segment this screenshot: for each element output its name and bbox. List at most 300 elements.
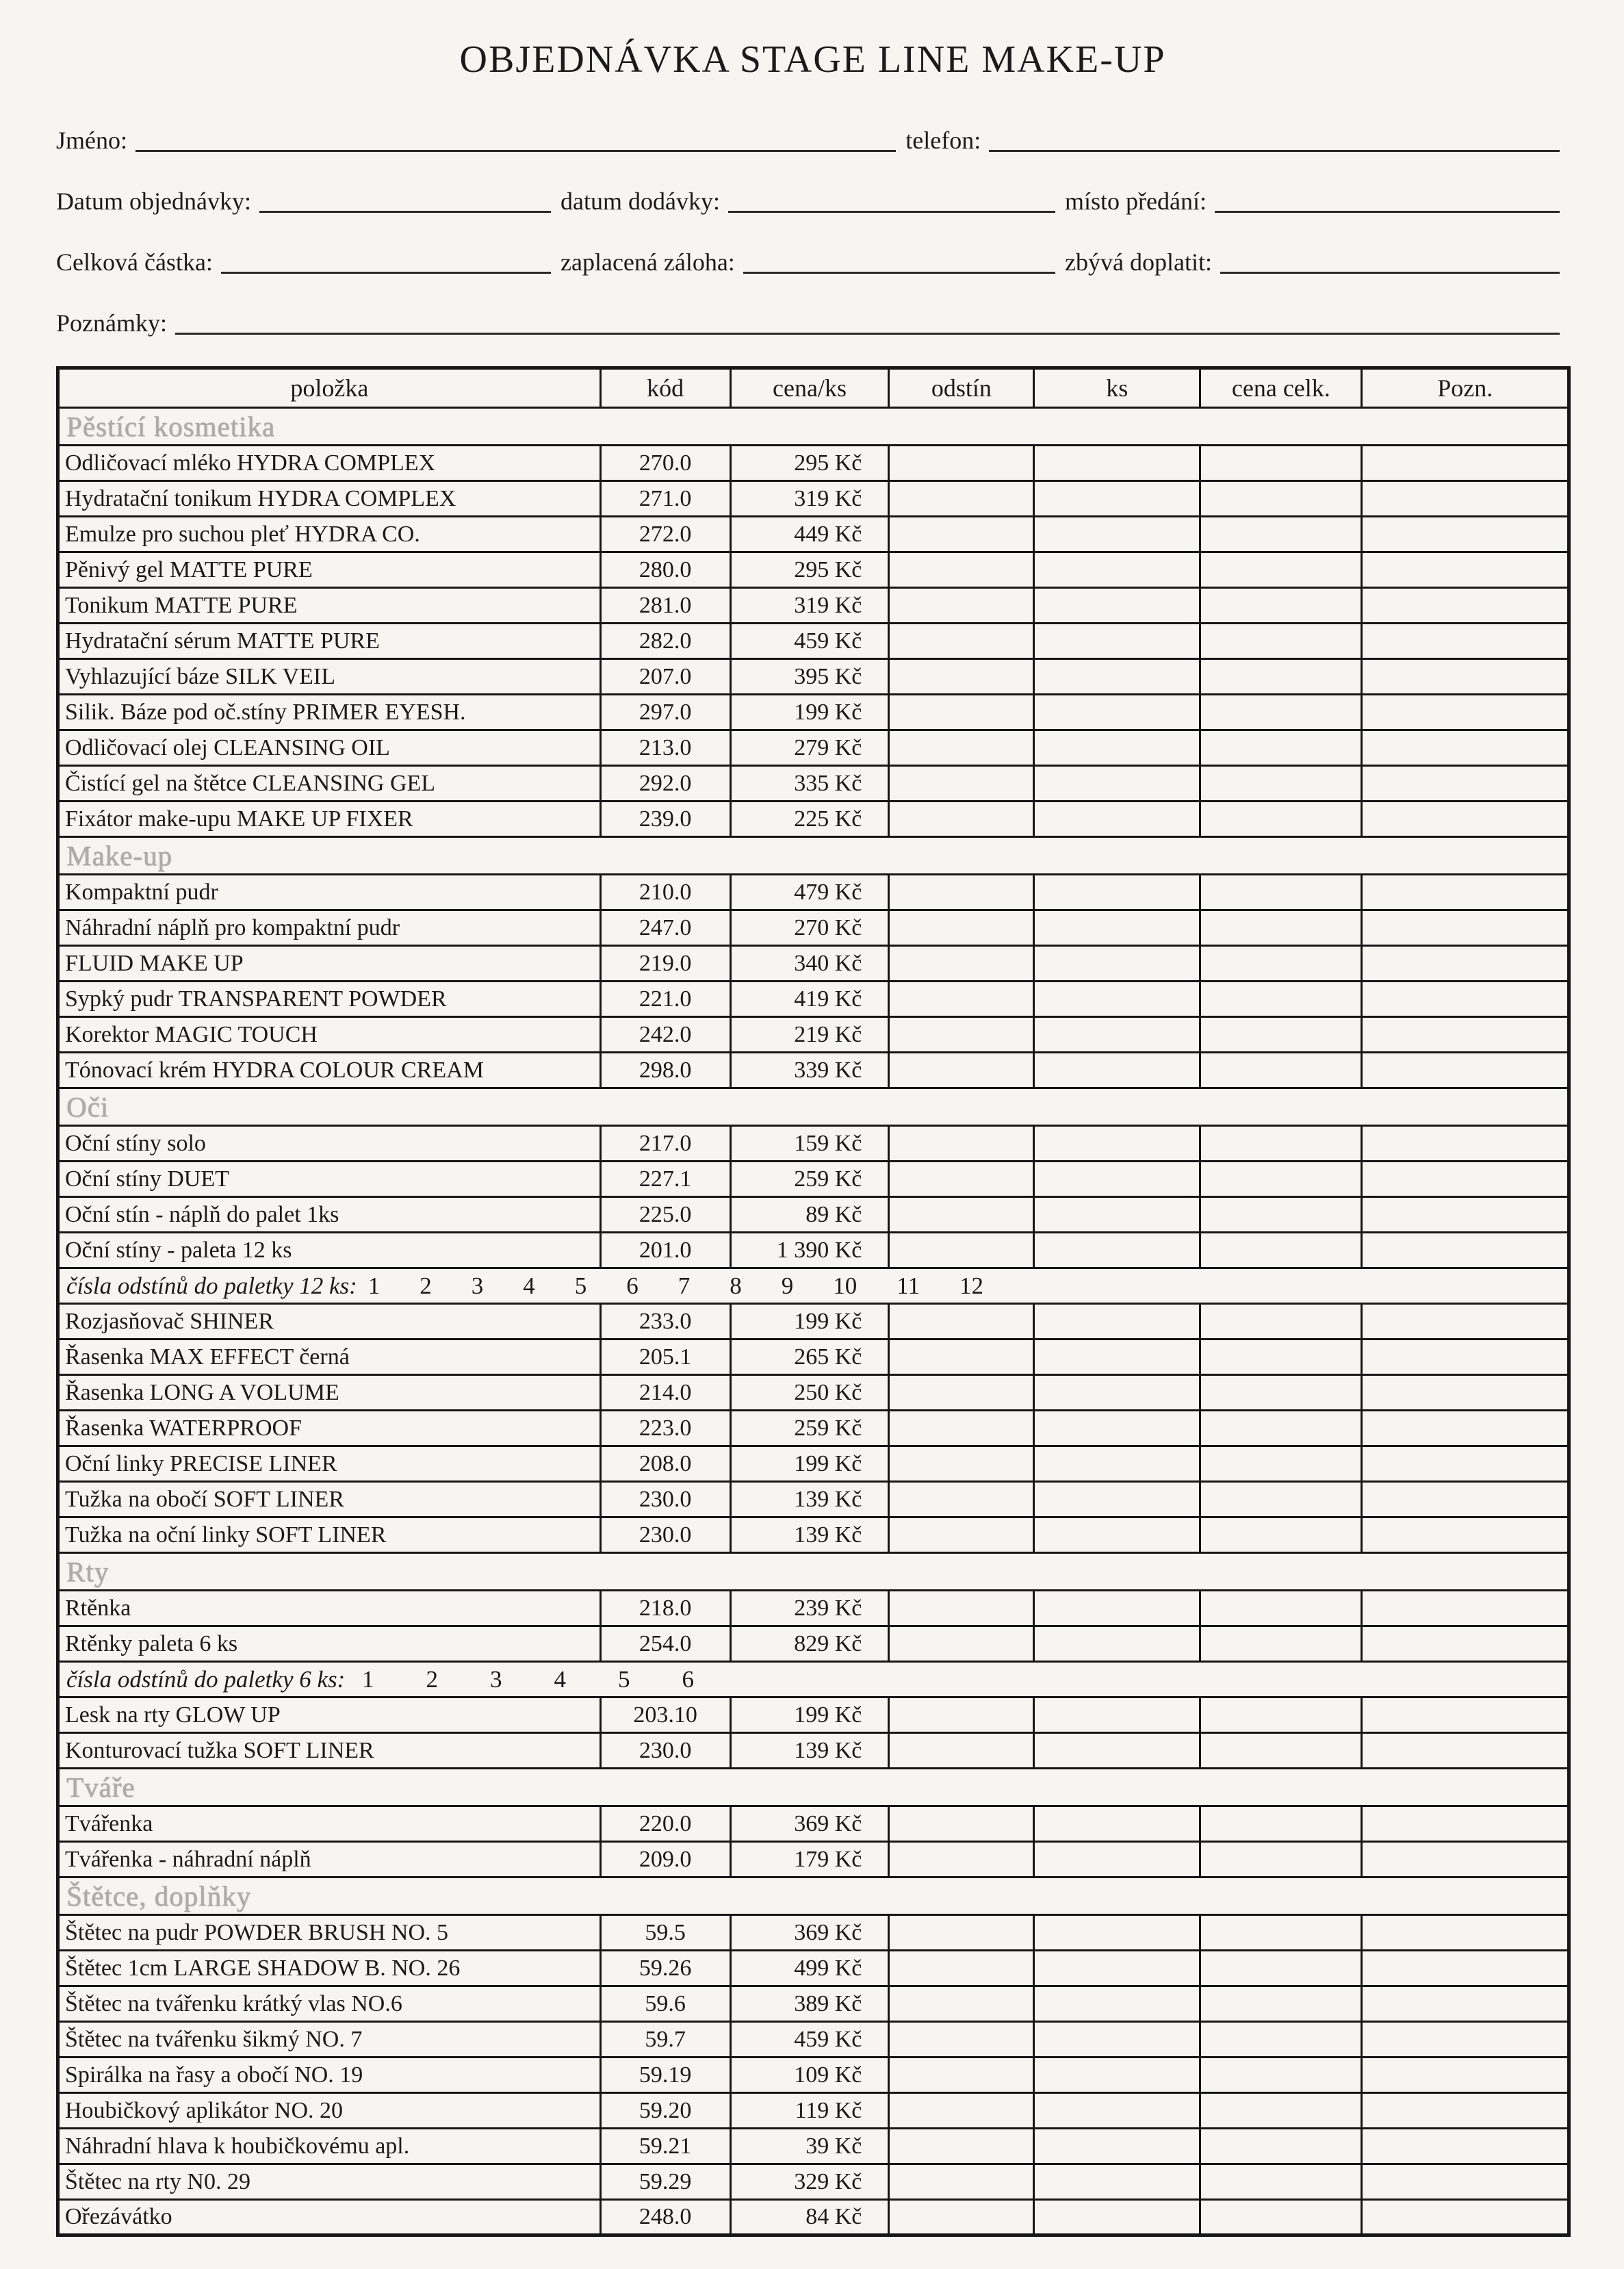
cell-kod: 217.0 bbox=[600, 1126, 730, 1162]
cell-odstin bbox=[889, 730, 1034, 766]
cell-cena-celk bbox=[1200, 1986, 1362, 2022]
cell-item: Tvářenka - náhradní náplň bbox=[58, 1842, 601, 1877]
cell-cena: 199 Kč bbox=[730, 1304, 889, 1339]
cell-cena: 199 Kč bbox=[730, 1446, 889, 1482]
cell-pozn bbox=[1362, 446, 1569, 481]
cell-ks bbox=[1034, 481, 1200, 517]
cell-pozn bbox=[1362, 1162, 1569, 1197]
cell-cena-celk bbox=[1200, 1951, 1362, 1986]
cell-item: Oční stíny solo bbox=[58, 1126, 601, 1162]
cell-ks bbox=[1034, 2022, 1200, 2058]
field-celkova-castka bbox=[56, 244, 560, 277]
section-title: Oči bbox=[58, 1088, 1569, 1126]
cell-pozn bbox=[1362, 1697, 1569, 1733]
column-header: kód bbox=[600, 368, 730, 408]
cell-kod: 208.0 bbox=[600, 1446, 730, 1482]
cell-cena-celk bbox=[1200, 1304, 1362, 1339]
cell-odstin bbox=[889, 1986, 1034, 2022]
cell-kod: 59.26 bbox=[600, 1951, 730, 1986]
table-row bbox=[58, 802, 1569, 837]
cell-cena: 270 Kč bbox=[730, 910, 889, 946]
cell-cena-celk bbox=[1200, 1842, 1362, 1877]
cell-cena-celk bbox=[1200, 1126, 1362, 1162]
cell-ks bbox=[1034, 1304, 1200, 1339]
cell-kod: 219.0 bbox=[600, 946, 730, 982]
table-row bbox=[58, 517, 1569, 552]
cell-odstin bbox=[889, 1197, 1034, 1233]
section-title: Rty bbox=[58, 1553, 1569, 1591]
table-row bbox=[58, 730, 1569, 766]
cell-item: Oční stíny DUET bbox=[58, 1162, 601, 1197]
cell-item: Tužka na obočí SOFT LINER bbox=[58, 1482, 601, 1517]
cell-odstin bbox=[889, 1697, 1034, 1733]
shade-numbers-label: čísla odstínů do paletky 12 ks: bbox=[66, 1272, 357, 1299]
section-title: Pěstící kosmetika bbox=[58, 408, 1569, 446]
shade-numbers-row bbox=[58, 1268, 1569, 1304]
cell-cena-celk bbox=[1200, 982, 1362, 1017]
cell-odstin bbox=[889, 1806, 1034, 1842]
cell-cena-celk bbox=[1200, 2093, 1362, 2129]
cell-item: Hydratační sérum MATTE PURE bbox=[58, 624, 601, 659]
table-row bbox=[58, 1842, 1569, 1877]
cell-cena-celk bbox=[1200, 552, 1362, 588]
cell-ks bbox=[1034, 1411, 1200, 1446]
cell-cena: 339 Kč bbox=[730, 1053, 889, 1088]
cell-item: Oční linky PRECISE LINER bbox=[58, 1446, 601, 1482]
cell-pozn bbox=[1362, 1411, 1569, 1446]
cell-odstin bbox=[889, 2200, 1034, 2235]
table-row bbox=[58, 2129, 1569, 2164]
cell-cena-celk bbox=[1200, 1339, 1362, 1375]
cell-cena-celk bbox=[1200, 2164, 1362, 2200]
cell-ks bbox=[1034, 1375, 1200, 1411]
cell-cena-celk bbox=[1200, 1053, 1362, 1088]
table-row bbox=[58, 1626, 1569, 1662]
cell-kod: 270.0 bbox=[600, 446, 730, 481]
shade-number: 5 bbox=[574, 1272, 587, 1299]
cell-odstin bbox=[889, 624, 1034, 659]
cell-odstin bbox=[889, 1375, 1034, 1411]
cell-cena: 39 Kč bbox=[730, 2129, 889, 2164]
cell-ks bbox=[1034, 552, 1200, 588]
cell-item: Oční stín - náplň do palet 1ks bbox=[58, 1197, 601, 1233]
field-label-telefon: telefon: bbox=[905, 127, 981, 154]
cell-odstin bbox=[889, 1304, 1034, 1339]
cell-ks bbox=[1034, 1446, 1200, 1482]
cell-item: Rtěnka bbox=[58, 1591, 601, 1626]
cell-ks bbox=[1034, 695, 1200, 730]
cell-cena: 459 Kč bbox=[730, 624, 889, 659]
cell-odstin bbox=[889, 1626, 1034, 1662]
cell-ks bbox=[1034, 588, 1200, 624]
field-line-jmeno bbox=[136, 123, 896, 152]
cell-ks bbox=[1034, 1017, 1200, 1053]
cell-cena: 250 Kč bbox=[730, 1375, 889, 1411]
cell-kod: 218.0 bbox=[600, 1591, 730, 1626]
field-jmeno bbox=[56, 123, 905, 155]
cell-odstin bbox=[889, 446, 1034, 481]
section-row bbox=[58, 837, 1569, 875]
cell-cena: 259 Kč bbox=[730, 1162, 889, 1197]
cell-pozn bbox=[1362, 1733, 1569, 1769]
cell-item: Čistící gel na štětce CLEANSING GEL bbox=[58, 766, 601, 802]
cell-pozn bbox=[1362, 659, 1569, 695]
cell-cena: 225 Kč bbox=[730, 802, 889, 837]
cell-cena-celk bbox=[1200, 2022, 1362, 2058]
field-misto-predani bbox=[1065, 183, 1569, 216]
cell-pozn bbox=[1362, 1517, 1569, 1553]
cell-kod: 220.0 bbox=[600, 1806, 730, 1842]
cell-pozn bbox=[1362, 982, 1569, 1017]
cell-cena-celk bbox=[1200, 1591, 1362, 1626]
cell-ks bbox=[1034, 802, 1200, 837]
cell-kod: 59.21 bbox=[600, 2129, 730, 2164]
cell-cena-celk bbox=[1200, 2129, 1362, 2164]
cell-cena: 239 Kč bbox=[730, 1591, 889, 1626]
cell-cena: 449 Kč bbox=[730, 517, 889, 552]
cell-cena-celk bbox=[1200, 1162, 1362, 1197]
cell-kod: 272.0 bbox=[600, 517, 730, 552]
cell-odstin bbox=[889, 910, 1034, 946]
cell-pozn bbox=[1362, 1053, 1569, 1088]
cell-odstin bbox=[889, 875, 1034, 910]
cell-odstin bbox=[889, 1162, 1034, 1197]
cell-kod: 227.1 bbox=[600, 1162, 730, 1197]
cell-odstin bbox=[889, 2164, 1034, 2200]
table-row bbox=[58, 946, 1569, 982]
cell-odstin bbox=[889, 552, 1034, 588]
section-title: Tváře bbox=[58, 1769, 1569, 1806]
cell-ks bbox=[1034, 1482, 1200, 1517]
cell-cena-celk bbox=[1200, 1446, 1362, 1482]
cell-cena: 84 Kč bbox=[730, 2200, 889, 2235]
cell-odstin bbox=[889, 1951, 1034, 1986]
cell-item: Silik. Báze pod oč.stíny PRIMER EYESH. bbox=[58, 695, 601, 730]
cell-pozn bbox=[1362, 695, 1569, 730]
cell-kod: 59.19 bbox=[600, 2058, 730, 2093]
cell-cena-celk bbox=[1200, 695, 1362, 730]
field-line-misto-predani bbox=[1215, 183, 1560, 213]
cell-pozn bbox=[1362, 588, 1569, 624]
cell-ks bbox=[1034, 1053, 1200, 1088]
cell-ks bbox=[1034, 624, 1200, 659]
shade-number: 1 bbox=[368, 1272, 381, 1299]
cell-cena-celk bbox=[1200, 1197, 1362, 1233]
cell-ks bbox=[1034, 2200, 1200, 2235]
cell-kod: 201.0 bbox=[600, 1233, 730, 1268]
cell-item: Štětec 1cm LARGE SHADOW B. NO. 26 bbox=[58, 1951, 601, 1986]
column-header: cena/ks bbox=[730, 368, 889, 408]
shade-numbers-cell bbox=[58, 1268, 1569, 1304]
shade-number: 4 bbox=[523, 1272, 535, 1299]
cell-item: Náhradní hlava k houbičkovému apl. bbox=[58, 2129, 601, 2164]
cell-ks bbox=[1034, 946, 1200, 982]
cell-cena: 89 Kč bbox=[730, 1197, 889, 1233]
cell-cena: 199 Kč bbox=[730, 1697, 889, 1733]
cell-kod: 230.0 bbox=[600, 1517, 730, 1553]
cell-cena: 335 Kč bbox=[730, 766, 889, 802]
cell-ks bbox=[1034, 1951, 1200, 1986]
cell-ks bbox=[1034, 1517, 1200, 1553]
cell-pozn bbox=[1362, 910, 1569, 946]
cell-pozn bbox=[1362, 481, 1569, 517]
cell-item: Vyhlazující báze SILK VEIL bbox=[58, 659, 601, 695]
cell-ks bbox=[1034, 446, 1200, 481]
table-row bbox=[58, 2093, 1569, 2129]
cell-ks bbox=[1034, 2093, 1200, 2129]
table-row bbox=[58, 1233, 1569, 1268]
cell-pozn bbox=[1362, 1304, 1569, 1339]
table-row bbox=[58, 2200, 1569, 2235]
cell-kod: 297.0 bbox=[600, 695, 730, 730]
shade-number: 1 bbox=[362, 1665, 374, 1693]
section-title: Make-up bbox=[58, 837, 1569, 875]
cell-cena: 295 Kč bbox=[730, 446, 889, 481]
field-label-celkova-castka: Celková částka: bbox=[56, 248, 213, 276]
cell-odstin bbox=[889, 517, 1034, 552]
cell-odstin bbox=[889, 481, 1034, 517]
cell-ks bbox=[1034, 730, 1200, 766]
cell-pozn bbox=[1362, 946, 1569, 982]
cell-ks bbox=[1034, 659, 1200, 695]
column-header: odstín bbox=[889, 368, 1034, 408]
cell-cena: 159 Kč bbox=[730, 1126, 889, 1162]
cell-odstin bbox=[889, 802, 1034, 837]
cell-odstin bbox=[889, 1591, 1034, 1626]
table-row bbox=[58, 1162, 1569, 1197]
cell-cena: 259 Kč bbox=[730, 1411, 889, 1446]
cell-item: Spirálka na řasy a obočí NO. 19 bbox=[58, 2058, 601, 2093]
cell-kod: 230.0 bbox=[600, 1733, 730, 1769]
cell-pozn bbox=[1362, 1339, 1569, 1375]
cell-pozn bbox=[1362, 730, 1569, 766]
cell-cena-celk bbox=[1200, 1806, 1362, 1842]
shade-number: 11 bbox=[897, 1272, 920, 1299]
cell-cena: 265 Kč bbox=[730, 1339, 889, 1375]
page-title: OBJEDNÁVKA STAGE LINE MAKE-UP bbox=[459, 38, 1166, 81]
cell-pozn bbox=[1362, 1842, 1569, 1877]
cell-odstin bbox=[889, 2093, 1034, 2129]
field-label-jmeno: Jméno: bbox=[56, 127, 127, 154]
column-header: cena celk. bbox=[1200, 368, 1362, 408]
cell-item: Rozjasňovač SHINER bbox=[58, 1304, 601, 1339]
table-row bbox=[58, 2164, 1569, 2200]
cell-kod: 221.0 bbox=[600, 982, 730, 1017]
table-row bbox=[58, 1697, 1569, 1733]
field-label-zbyva-doplatit: zbývá doplatit: bbox=[1065, 248, 1212, 276]
cell-cena-celk bbox=[1200, 802, 1362, 837]
cell-pozn bbox=[1362, 1197, 1569, 1233]
cell-item: Štětec na rty N0. 29 bbox=[58, 2164, 601, 2200]
cell-item: Řasenka LONG A VOLUME bbox=[58, 1375, 601, 1411]
cell-pozn bbox=[1362, 2164, 1569, 2200]
cell-kod: 282.0 bbox=[600, 624, 730, 659]
table-row bbox=[58, 1733, 1569, 1769]
cell-item: Fixátor make-upu MAKE UP FIXER bbox=[58, 802, 601, 837]
cell-kod: 254.0 bbox=[600, 1626, 730, 1662]
cell-pozn bbox=[1362, 1233, 1569, 1268]
table-row bbox=[58, 1375, 1569, 1411]
cell-cena-celk bbox=[1200, 2058, 1362, 2093]
cell-pozn bbox=[1362, 2200, 1569, 2235]
cell-pozn bbox=[1362, 1986, 1569, 2022]
shade-number: 6 bbox=[682, 1665, 695, 1693]
cell-cena: 179 Kč bbox=[730, 1842, 889, 1877]
field-datum-objednavky bbox=[56, 183, 560, 216]
cell-odstin bbox=[889, 1482, 1034, 1517]
cell-odstin bbox=[889, 1017, 1034, 1053]
field-row-amounts bbox=[56, 244, 1569, 277]
cell-odstin bbox=[889, 588, 1034, 624]
table-row bbox=[58, 1591, 1569, 1626]
cell-cena-celk bbox=[1200, 766, 1362, 802]
cell-pozn bbox=[1362, 2129, 1569, 2164]
cell-pozn bbox=[1362, 1951, 1569, 1986]
cell-item: Ořezávátko bbox=[58, 2200, 601, 2235]
cell-cena-celk bbox=[1200, 910, 1362, 946]
cell-cena: 199 Kč bbox=[730, 695, 889, 730]
cell-ks bbox=[1034, 1986, 1200, 2022]
cell-odstin bbox=[889, 1339, 1034, 1375]
shade-numbers-label: čísla odstínů do paletky 6 ks: bbox=[66, 1665, 352, 1693]
cell-ks bbox=[1034, 1915, 1200, 1951]
cell-odstin bbox=[889, 766, 1034, 802]
cell-kod: 280.0 bbox=[600, 552, 730, 588]
cell-item: Tónovací krém HYDRA COLOUR CREAM bbox=[58, 1053, 601, 1088]
field-row-notes bbox=[56, 305, 1569, 337]
cell-cena: 279 Kč bbox=[730, 730, 889, 766]
table-row bbox=[58, 1446, 1569, 1482]
cell-kod: 248.0 bbox=[600, 2200, 730, 2235]
cell-odstin bbox=[889, 1053, 1034, 1088]
section-row bbox=[58, 408, 1569, 446]
cell-odstin bbox=[889, 1411, 1034, 1446]
cell-odstin bbox=[889, 1233, 1034, 1268]
cell-ks bbox=[1034, 1591, 1200, 1626]
table-row bbox=[58, 1482, 1569, 1517]
shade-number: 7 bbox=[678, 1272, 691, 1299]
column-header: ks bbox=[1034, 368, 1200, 408]
shade-number: 2 bbox=[420, 1272, 432, 1299]
field-line-celkova-castka bbox=[221, 244, 551, 274]
cell-item: Tužka na oční linky SOFT LINER bbox=[58, 1517, 601, 1553]
cell-cena: 329 Kč bbox=[730, 2164, 889, 2200]
cell-ks bbox=[1034, 1733, 1200, 1769]
table-row bbox=[58, 446, 1569, 481]
cell-ks bbox=[1034, 1233, 1200, 1268]
cell-ks bbox=[1034, 1339, 1200, 1375]
cell-cena-celk bbox=[1200, 1233, 1362, 1268]
cell-cena: 139 Kč bbox=[730, 1733, 889, 1769]
cell-item: Oční stíny - paleta 12 ks bbox=[58, 1233, 601, 1268]
cell-kod: 298.0 bbox=[600, 1053, 730, 1088]
cell-cena: 219 Kč bbox=[730, 1017, 889, 1053]
cell-cena: 459 Kč bbox=[730, 2022, 889, 2058]
section-row bbox=[58, 1877, 1569, 1915]
cell-cena: 479 Kč bbox=[730, 875, 889, 910]
cell-kod: 230.0 bbox=[600, 1482, 730, 1517]
cell-item: Řasenka MAX EFFECT černá bbox=[58, 1339, 601, 1375]
table-row bbox=[58, 1951, 1569, 1986]
cell-ks bbox=[1034, 1626, 1200, 1662]
cell-ks bbox=[1034, 1197, 1200, 1233]
cell-cena-celk bbox=[1200, 624, 1362, 659]
cell-cena-celk bbox=[1200, 730, 1362, 766]
cell-pozn bbox=[1362, 1446, 1569, 1482]
cell-pozn bbox=[1362, 1626, 1569, 1662]
shade-number: 9 bbox=[781, 1272, 794, 1299]
table-row bbox=[58, 659, 1569, 695]
cell-ks bbox=[1034, 2129, 1200, 2164]
cell-cena: 295 Kč bbox=[730, 552, 889, 588]
cell-odstin bbox=[889, 982, 1034, 1017]
cell-ks bbox=[1034, 1126, 1200, 1162]
cell-cena: 1 390 Kč bbox=[730, 1233, 889, 1268]
cell-cena-celk bbox=[1200, 1017, 1362, 1053]
table-row bbox=[58, 1304, 1569, 1339]
field-label-datum-objednavky: Datum objednávky: bbox=[56, 188, 251, 215]
cell-kod: 210.0 bbox=[600, 875, 730, 910]
cell-item: FLUID MAKE UP bbox=[58, 946, 601, 982]
cell-item: Konturovací tužka SOFT LINER bbox=[58, 1733, 601, 1769]
cell-item: Odličovací olej CLEANSING OIL bbox=[58, 730, 601, 766]
cell-cena-celk bbox=[1200, 1411, 1362, 1446]
field-poznamky bbox=[56, 305, 1569, 337]
cell-odstin bbox=[889, 659, 1034, 695]
table-row bbox=[58, 481, 1569, 517]
cell-kod: 223.0 bbox=[600, 1411, 730, 1446]
cell-kod: 59.29 bbox=[600, 2164, 730, 2200]
field-line-datum-dodavky bbox=[728, 183, 1055, 213]
table-row bbox=[58, 588, 1569, 624]
cell-ks bbox=[1034, 766, 1200, 802]
cell-cena-celk bbox=[1200, 481, 1362, 517]
cell-pozn bbox=[1362, 2093, 1569, 2129]
cell-pozn bbox=[1362, 1591, 1569, 1626]
cell-kod: 247.0 bbox=[600, 910, 730, 946]
cell-item: Houbičkový aplikátor NO. 20 bbox=[58, 2093, 601, 2129]
cell-cena: 139 Kč bbox=[730, 1517, 889, 1553]
cell-cena: 389 Kč bbox=[730, 1986, 889, 2022]
cell-kod: 213.0 bbox=[600, 730, 730, 766]
cell-ks bbox=[1034, 982, 1200, 1017]
table-row bbox=[58, 1197, 1569, 1233]
cell-ks bbox=[1034, 910, 1200, 946]
cell-cena: 419 Kč bbox=[730, 982, 889, 1017]
cell-pozn bbox=[1362, 802, 1569, 837]
cell-odstin bbox=[889, 1915, 1034, 1951]
column-header: Pozn. bbox=[1362, 368, 1569, 408]
cell-pozn bbox=[1362, 1375, 1569, 1411]
shade-number: 2 bbox=[426, 1665, 439, 1693]
table-row bbox=[58, 552, 1569, 588]
section-row bbox=[58, 1769, 1569, 1806]
cell-cena: 119 Kč bbox=[730, 2093, 889, 2129]
cell-cena-celk bbox=[1200, 1697, 1362, 1733]
table-row bbox=[58, 1806, 1569, 1842]
table-row bbox=[58, 1126, 1569, 1162]
table-row bbox=[58, 1411, 1569, 1446]
field-label-poznamky: Poznámky: bbox=[56, 309, 167, 337]
cell-cena-celk bbox=[1200, 1915, 1362, 1951]
cell-cena-celk bbox=[1200, 1626, 1362, 1662]
cell-pozn bbox=[1362, 517, 1569, 552]
cell-odstin bbox=[889, 1446, 1034, 1482]
cell-cena: 109 Kč bbox=[730, 2058, 889, 2093]
cell-cena-celk bbox=[1200, 659, 1362, 695]
cell-item: Rtěnky paleta 6 ks bbox=[58, 1626, 601, 1662]
field-line-zaplacena-zaloha bbox=[743, 244, 1055, 274]
